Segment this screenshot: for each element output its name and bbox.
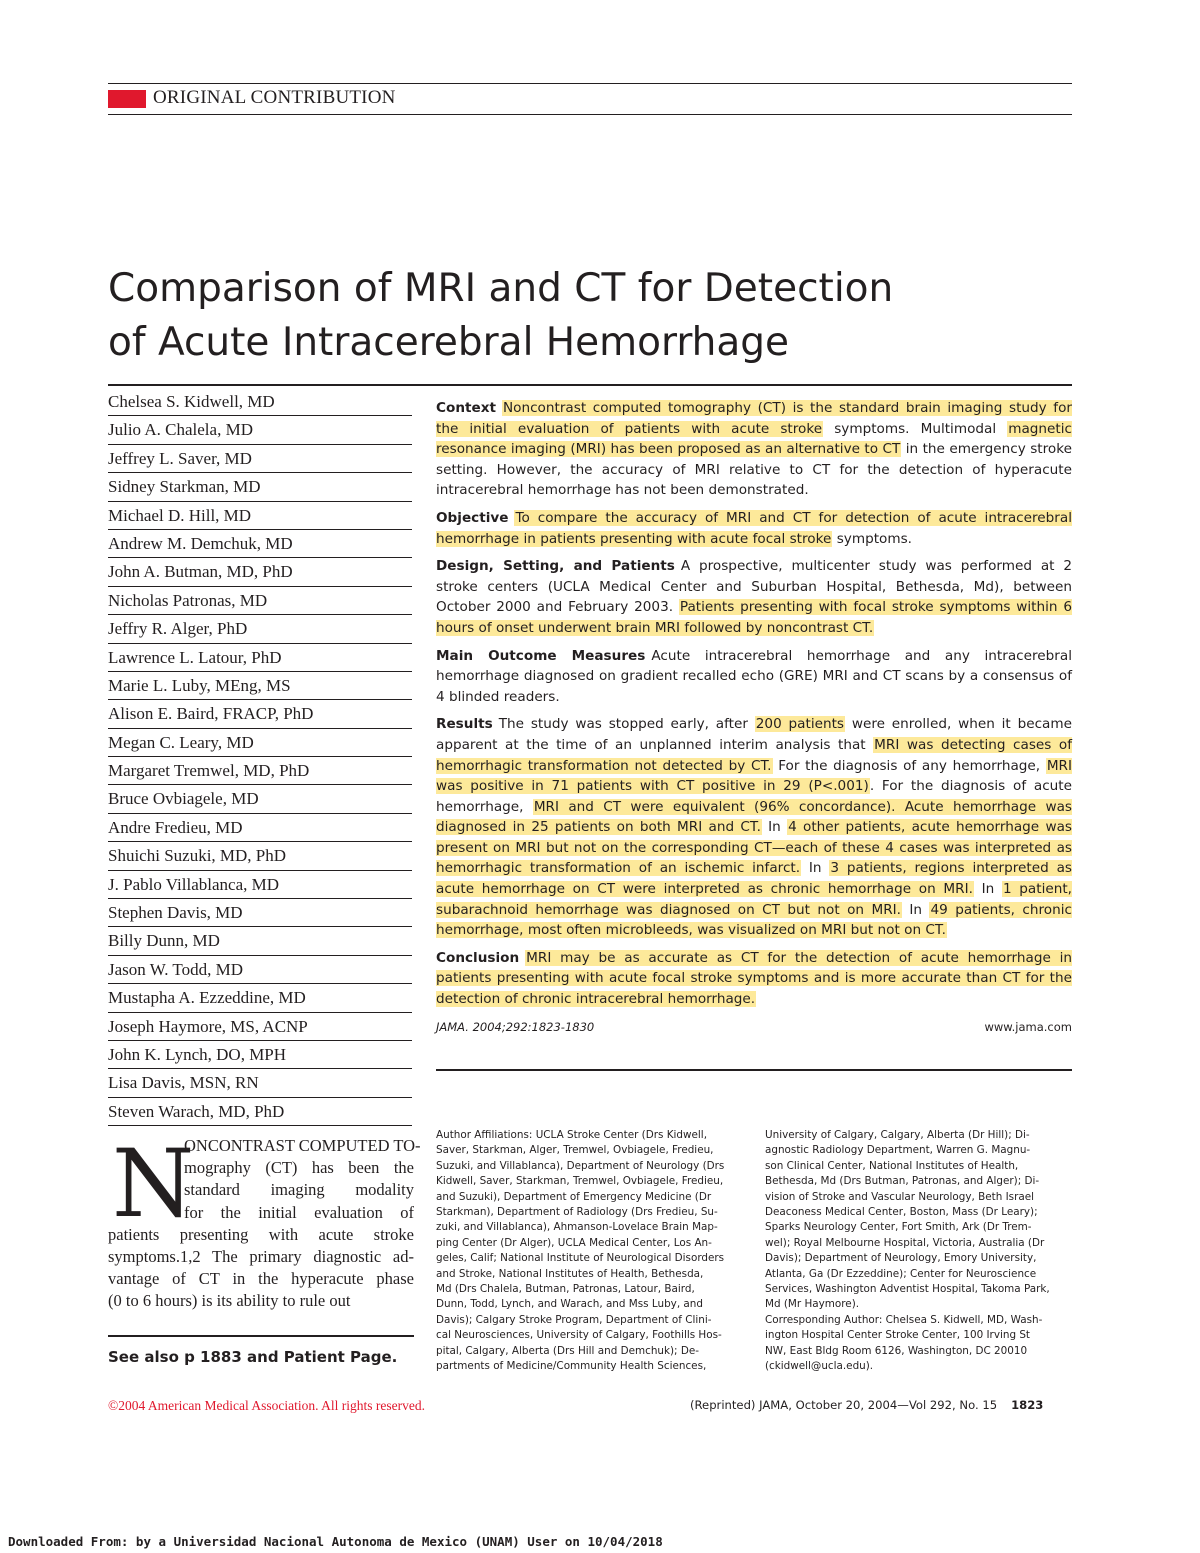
page-number: 1823 bbox=[1011, 1398, 1044, 1412]
author-name: Joseph Haymore, MS, ACNP bbox=[108, 1013, 412, 1041]
affiliation-line: NW, East Bldg Room 6126, Washington, DC 20010 bbox=[765, 1344, 1028, 1357]
see-also-note: See also p 1883 and Patient Page. bbox=[108, 1348, 398, 1366]
affiliation-line: Davis); Calgary Stroke Program, Department of Clini- bbox=[436, 1313, 712, 1326]
affiliation-line: Md (Drs Chalela, Butman, Patronas, Latour, Baird, bbox=[436, 1283, 695, 1296]
abstract-conclusion bbox=[436, 948, 1072, 1010]
outcomes-label: Main Outcome Measures bbox=[436, 647, 646, 664]
website-link[interactable]: www.jama.com bbox=[984, 1019, 1072, 1034]
journal-info bbox=[690, 1398, 1043, 1412]
results-text: For the diagnosis of any hemorrhage, bbox=[772, 757, 1046, 774]
title-rule bbox=[108, 384, 1072, 386]
author-name: Chelsea S. Kidwell, MD bbox=[108, 388, 412, 416]
affiliation-line: Kidwell, Saver, Starkman, Tremwel, Ovbiagele, Fredieu, bbox=[436, 1175, 724, 1188]
section-label: ORIGINAL CONTRIBUTION bbox=[153, 87, 396, 108]
affiliation-line: and Suzuki), Department of Emergency Medicine (Dr bbox=[436, 1190, 712, 1203]
intro-line: (0 to 6 hours) is its ability to rule out bbox=[108, 1291, 351, 1311]
affiliation-line: Md (Mr Haymore). bbox=[765, 1298, 860, 1311]
context-label: Context bbox=[436, 400, 496, 416]
objective-label: Objective bbox=[436, 509, 509, 526]
affiliation-line: Deaconess Medical Center, Boston, Mass (Dr Leary); bbox=[765, 1206, 1038, 1219]
context-text: symptoms. Multimodal bbox=[823, 420, 1008, 437]
abstract-design bbox=[436, 556, 1072, 638]
author-name: Andrew M. Demchuk, MD bbox=[108, 530, 412, 558]
results-text: . For the diagnosis of acute hemorrhage, bbox=[436, 778, 1072, 815]
highlight: 1 patient, subarachnoid hemorrhage was diagnosed on CT but not on MRI. bbox=[436, 881, 1072, 918]
affiliation-line: pital, Calgary, Alberta (Drs Hill and Demchuk); De- bbox=[436, 1344, 700, 1357]
highlight: 49 patients, chronic hemorrhage, most often microbleeds, was visualized on MRI but not on CT. bbox=[436, 901, 1072, 939]
affiliation-line: Sparks Neurology Center, Fort Smith, Ark (Dr Trem- bbox=[765, 1221, 1032, 1234]
conclusion-label: Conclusion bbox=[436, 949, 520, 966]
author-affiliations bbox=[436, 1128, 744, 1375]
intro-rule bbox=[108, 1335, 414, 1337]
author-name: Nicholas Patronas, MD bbox=[108, 587, 412, 615]
author-name: Billy Dunn, MD bbox=[108, 927, 412, 955]
highlight: MRI and CT were equivalent (96% concordance). Acute hemorrhage was diagnosed in 25 patients on both MRI and CT. bbox=[436, 798, 1072, 836]
author-name: Andre Fredieu, MD bbox=[108, 814, 412, 842]
affiliation-line: Services, Washington Adventist Hospital, Takoma Park, bbox=[765, 1283, 1050, 1296]
author-name: Margaret Tremwel, MD, PhD bbox=[108, 757, 412, 785]
outcomes-text: Acute intracerebral hemorrhage and any intracerebral hemorrhage diagnosed on gradient recalled echo (GRE) MRI and CT scans by a consensus of 4 blinded readers. bbox=[436, 647, 1072, 705]
affiliation-line: vision of Stroke and Vascular Neurology, Beth Israel bbox=[765, 1190, 1034, 1203]
abstract-results bbox=[436, 714, 1072, 941]
results-text: In bbox=[801, 860, 830, 877]
author-name: Lawrence L. Latour, PhD bbox=[108, 644, 412, 672]
author-affiliations-continued bbox=[765, 1128, 1073, 1375]
affiliation-line: Davis); Department of Neurology, Emory University, bbox=[765, 1252, 1037, 1265]
reprint-info: (Reprinted) JAMA, October 20, 2004—Vol 292, No. 15 bbox=[690, 1398, 998, 1412]
author-name: Lisa Davis, MSN, RN bbox=[108, 1069, 412, 1097]
title-line-2: of Acute Intracerebral Hemorrhage bbox=[108, 320, 790, 365]
affiliation-line: Corresponding Author: Chelsea S. Kidwell, MD, Wash- bbox=[765, 1313, 1043, 1326]
author-name: John A. Butman, MD, PhD bbox=[108, 558, 412, 586]
affiliation-line: Dunn, Todd, Lynch, and Warach, and Mss Luby, and bbox=[436, 1298, 703, 1311]
intro-line: symptoms.1,2 The primary diagnostic ad- bbox=[108, 1247, 414, 1267]
affiliation-line: ington Hospital Center Stroke Center, 100 Irving St bbox=[765, 1329, 1031, 1342]
design-label: Design, Setting, and Patients bbox=[436, 558, 675, 575]
affiliation-line: cal Neurosciences, University of Calgary, Foothills Hos- bbox=[436, 1329, 722, 1342]
intro-line: vantage of CT in the hyperacute phase bbox=[108, 1269, 414, 1289]
affiliation-line: partments of Medicine/Community Health Sciences, bbox=[436, 1360, 707, 1373]
intro-line: for the initial evaluation of bbox=[184, 1202, 414, 1222]
highlight: magnetic resonance imaging (MRI) has been proposed as an alternative to CT bbox=[436, 420, 1072, 458]
highlight: 4 other patients, acute hemorrhage was present on MRI but not on the corresponding CT—each of these 4 cases was interpreted as hemorrhagic transformation of an ischemic infarct. bbox=[436, 819, 1072, 877]
abstract-outcomes bbox=[436, 646, 1072, 708]
intro-line: standard imaging modality bbox=[184, 1180, 414, 1200]
highlight: Patients presenting with focal stroke symptoms within 6 hours of onset underwent brain MRI followed by noncontrast CT. bbox=[436, 599, 1072, 636]
highlight: 3 patients, regions interpreted as acute hemorrhage on CT were interpreted as chronic hemorrhage on MRI. bbox=[436, 860, 1072, 898]
affiliation-line: (ckidwell@ucla.edu). bbox=[765, 1360, 874, 1373]
affiliation-line: Atlanta, Ga (Dr Ezzeddine); Center for Neuroscience bbox=[765, 1267, 1037, 1280]
abstract-objective bbox=[436, 508, 1072, 549]
objective-text: symptoms. bbox=[832, 530, 912, 547]
section-accent-bar bbox=[108, 90, 146, 108]
author-name: Stephen Davis, MD bbox=[108, 899, 412, 927]
intro-text bbox=[108, 1130, 421, 1313]
author-name: Jeffry R. Alger, PhD bbox=[108, 615, 412, 643]
affiliation-line: Bethesda, Md (Drs Butman, Patronas, and Alger); Di- bbox=[765, 1175, 1040, 1188]
author-name: Megan C. Leary, MD bbox=[108, 729, 412, 757]
results-text: In bbox=[761, 819, 788, 836]
abstract bbox=[436, 398, 1072, 1037]
author-name: Jason W. Todd, MD bbox=[108, 956, 412, 984]
context-text: in the emergency stroke setting. However, the accuracy of MRI relative to CT for the detection of hyperacute intracerebral hemorrhage has not been demonstrated. bbox=[436, 441, 1072, 499]
intro-line: patients presenting with acute stroke bbox=[108, 1224, 414, 1244]
affiliation-line: ping Center (Dr Alger), UCLA Medical Center, Los An- bbox=[436, 1236, 712, 1249]
highlight: To compare the accuracy of MRI and CT for detection of acute intracerebral hemorrhage in patients presenting with acute focal stroke bbox=[436, 509, 1072, 547]
results-label: Results bbox=[436, 716, 493, 733]
abstract-rule bbox=[436, 1069, 1072, 1071]
results-text: In bbox=[973, 881, 1002, 898]
affiliation-line: agnostic Radiology Department, Warren G. Magnu- bbox=[765, 1144, 1031, 1157]
results-text: The study was stopped early, after bbox=[498, 716, 755, 733]
author-name: Shuichi Suzuki, MD, PhD bbox=[108, 842, 412, 870]
author-name: Julio A. Chalela, MD bbox=[108, 416, 412, 444]
intro-line: mography (CT) has been the bbox=[184, 1158, 414, 1178]
author-name: J. Pablo Villablanca, MD bbox=[108, 871, 412, 899]
affiliation-line: Author Affiliations: UCLA Stroke Center (Drs Kidwell, bbox=[436, 1129, 707, 1141]
author-name: Marie L. Luby, MEng, MS bbox=[108, 672, 412, 700]
author-name: Jeffrey L. Saver, MD bbox=[108, 445, 412, 473]
abstract-context bbox=[436, 398, 1072, 501]
affiliation-line: Starkman), Department of Radiology (Drs Fredieu, Su- bbox=[436, 1206, 718, 1219]
author-name: Michael D. Hill, MD bbox=[108, 502, 412, 530]
citation: JAMA. 2004;292:1823-1830 bbox=[436, 1019, 595, 1034]
results-text: In bbox=[901, 901, 930, 918]
author-name: John K. Lynch, DO, MPH bbox=[108, 1041, 412, 1069]
highlight: MRI may be as accurate as CT for the detection of acute hemorrhage in patients presenting with acute focal stroke symptoms and is more accurate than CT for the detection of chronic intracerebral hemorrhage. bbox=[436, 949, 1072, 1008]
top-rule bbox=[108, 83, 1072, 84]
affiliation-line: Saver, Starkman, Alger, Tremwel, Ovbiagele, Fredieu, bbox=[436, 1144, 714, 1157]
author-name: Mustapha A. Ezzeddine, MD bbox=[108, 984, 412, 1012]
affiliation-line: geles, Calif; National Institute of Neurological Disorders bbox=[436, 1252, 725, 1265]
article-title bbox=[108, 262, 1068, 370]
citation-row bbox=[436, 1017, 1072, 1038]
affiliation-line: University of Calgary, Calgary, Alberta (Dr Hill); Di- bbox=[765, 1129, 1030, 1141]
affiliation-line: wel); Royal Melbourne Hospital, Victoria, Australia (Dr bbox=[765, 1236, 1045, 1249]
author-name: Bruce Ovbiagele, MD bbox=[108, 785, 412, 813]
design-text: A prospective, multicenter study was performed at 2 stroke centers (UCLA Medical Center and Suburban Hospital, Bethesda, Md), between October 2000 and February 2003. bbox=[436, 558, 1072, 616]
header-rule bbox=[108, 114, 1072, 115]
affiliation-line: Suzuki, and Villablanca), Department of Neurology (Drs bbox=[436, 1159, 725, 1172]
results-text: were enrolled, when it became apparent at the time of an unplanned interim analysis that bbox=[436, 716, 1072, 753]
highlight: 200 patients bbox=[755, 716, 845, 733]
author-name: Alison E. Baird, FRACP, PhD bbox=[108, 700, 412, 728]
drop-cap: N bbox=[112, 1130, 195, 1239]
copyright-notice: ©2004 American Medical Association. All rights reserved. bbox=[108, 1398, 425, 1413]
affiliation-line: zuki, and Villablanca), Ahmanson-Lovelace Brain Map- bbox=[436, 1221, 718, 1234]
highlight: MRI was detecting cases of hemorrhagic transformation not detected by CT. bbox=[436, 736, 1072, 774]
intro-line: ONCONTRAST COMPUTED TO- bbox=[184, 1136, 421, 1155]
download-note: Downloaded From: by a Universidad Nacional Autonoma de Mexico (UNAM) User on 10/04/2018 bbox=[8, 1534, 663, 1549]
author-name: Steven Warach, MD, PhD bbox=[108, 1098, 412, 1126]
title-line-1: Comparison of MRI and CT for Detection bbox=[108, 266, 894, 311]
author-list bbox=[108, 388, 412, 1126]
affiliation-line: son Clinical Center, National Institutes of Health, bbox=[765, 1159, 1019, 1172]
affiliation-line: and Stroke, National Institutes of Health, Bethesda, bbox=[436, 1267, 704, 1280]
author-name: Sidney Starkman, MD bbox=[108, 473, 412, 501]
highlight: Noncontrast computed tomography (CT) is the standard brain imaging study for the initial evaluation of patients with acute stroke bbox=[436, 400, 1072, 437]
highlight: MRI was positive in 71 patients with CT positive in 29 (P<.001) bbox=[436, 757, 1072, 795]
